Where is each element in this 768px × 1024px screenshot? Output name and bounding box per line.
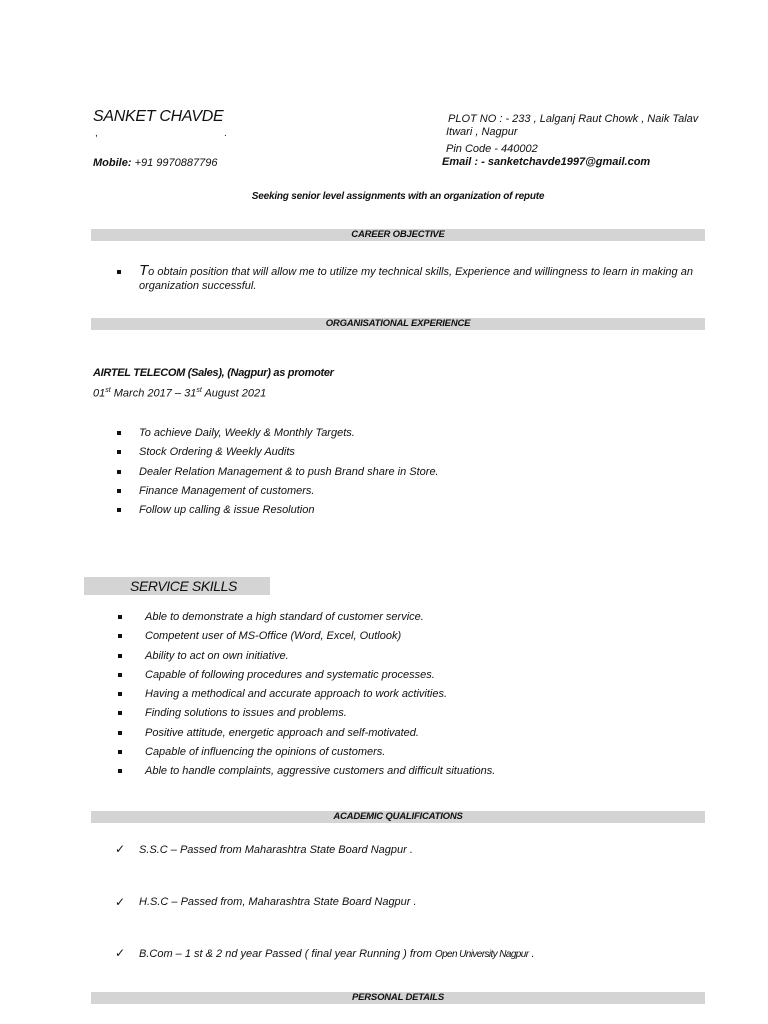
- list-item: Dealer Relation Management & to push Brand share in Store.: [139, 463, 439, 482]
- date-start-rest: March 2017 – 31: [113, 387, 197, 400]
- date-end-rest: August 2021: [204, 387, 267, 400]
- experience-heading: ORGANISATIONAL EXPERIENCE: [91, 318, 705, 330]
- checkmark-icon: ✓: [115, 946, 126, 960]
- bullet-icon: [118, 634, 122, 638]
- bullet-icon: [117, 270, 121, 274]
- bcom-end: .: [528, 948, 535, 960]
- bullet-icon: [118, 750, 122, 754]
- mobile-line: [93, 157, 217, 169]
- objective-first-letter: T: [139, 262, 149, 279]
- objective-text-rest: o obtain position that will allow me to utilize my technical skills, Experience and willingness to learn in making an organization successful.: [139, 266, 693, 292]
- bullet-icon: [117, 508, 121, 512]
- ssc-qualification: S.S.C – Passed from Maharashtra State Board Nagpur .: [139, 844, 413, 856]
- list-item: Stock Ordering & Weekly Audits: [139, 443, 439, 462]
- candidate-name: SANKET CHAVDE: [93, 108, 224, 125]
- list-item: Capable of influencing the opinions of customers.: [145, 743, 495, 762]
- date-start-day: 01: [93, 387, 106, 400]
- mobile-label: Mobile:: [93, 157, 132, 169]
- bullet-icon: [117, 489, 121, 493]
- list-item: Follow up calling & issue Resolution: [139, 501, 439, 520]
- career-objective-text: [139, 264, 719, 293]
- bullet-icon: [117, 450, 121, 454]
- list-item: Capable of following procedures and systematic processes.: [145, 666, 495, 685]
- career-objective-heading: CAREER OBJECTIVE: [91, 229, 705, 241]
- skills-list: [145, 608, 495, 782]
- list-item: Able to demonstrate a high standard of customer service.: [145, 608, 495, 627]
- bcom-qualification: [139, 948, 535, 960]
- list-item: Finance Management of customers.: [139, 482, 439, 501]
- bullet-icon: [117, 470, 121, 474]
- checkmark-icon: ✓: [115, 895, 126, 909]
- bcom-institution: Open University Nagpur: [434, 949, 529, 960]
- list-item: Competent user of MS-Office (Word, Excel, Outlook): [145, 627, 495, 646]
- list-item: Having a methodical and accurate approach to work activities.: [145, 685, 495, 704]
- checkmark-icon: ✓: [115, 842, 126, 856]
- bullet-icon: [118, 615, 122, 619]
- duties-list: [139, 424, 439, 520]
- email: Email : - sanketchavde1997@gmail.com: [442, 156, 651, 168]
- bullet-icon: [118, 692, 122, 696]
- tagline: Seeking senior level assignments with an organization of repute: [251, 191, 545, 202]
- bullet-icon: [118, 711, 122, 715]
- company-title: AIRTEL TELECOM (Sales), (Nagpur) as promoter: [93, 367, 334, 379]
- list-item: Able to handle complaints, aggressive customers and difficult situations.: [145, 762, 495, 781]
- bullet-icon: [118, 654, 122, 658]
- stray-dot: .: [224, 128, 227, 139]
- bullet-icon: [118, 731, 122, 735]
- pin-code: Pin Code - 440002: [446, 143, 538, 155]
- address-line-1: PLOT NO : - 233 , Lalganj Raut Chowk , Naik Talav: [448, 113, 699, 125]
- list-item: Ability to act on own initiative.: [145, 647, 495, 666]
- list-item: Finding solutions to issues and problems.: [145, 704, 495, 723]
- bullet-icon: [117, 431, 121, 435]
- service-skills-heading: SERVICE SKILLS: [84, 577, 270, 595]
- date-start-sup: st: [105, 387, 111, 394]
- bullet-icon: [118, 673, 122, 677]
- personal-details-heading: PERSONAL DETAILS: [91, 992, 705, 1004]
- mobile-value: +91 9970887796: [134, 157, 218, 169]
- date-end-sup: st: [196, 387, 202, 394]
- list-item: To achieve Daily, Weekly & Monthly Targets.: [139, 424, 439, 443]
- stray-comma: ,: [95, 128, 98, 139]
- bullet-icon: [118, 769, 122, 773]
- hsc-qualification: H.S.C – Passed from, Maharashtra State Board Nagpur .: [139, 896, 417, 908]
- list-item: Positive attitude, energetic approach and self-motivated.: [145, 724, 495, 743]
- academic-heading: ACADEMIC QUALIFICATIONS: [91, 811, 705, 823]
- address-line-2: Itwari , Nagpur: [446, 126, 518, 138]
- employment-dates: [93, 387, 266, 400]
- bcom-main: B.Com – 1 st & 2 nd year Passed ( final year Running ) from: [139, 948, 435, 960]
